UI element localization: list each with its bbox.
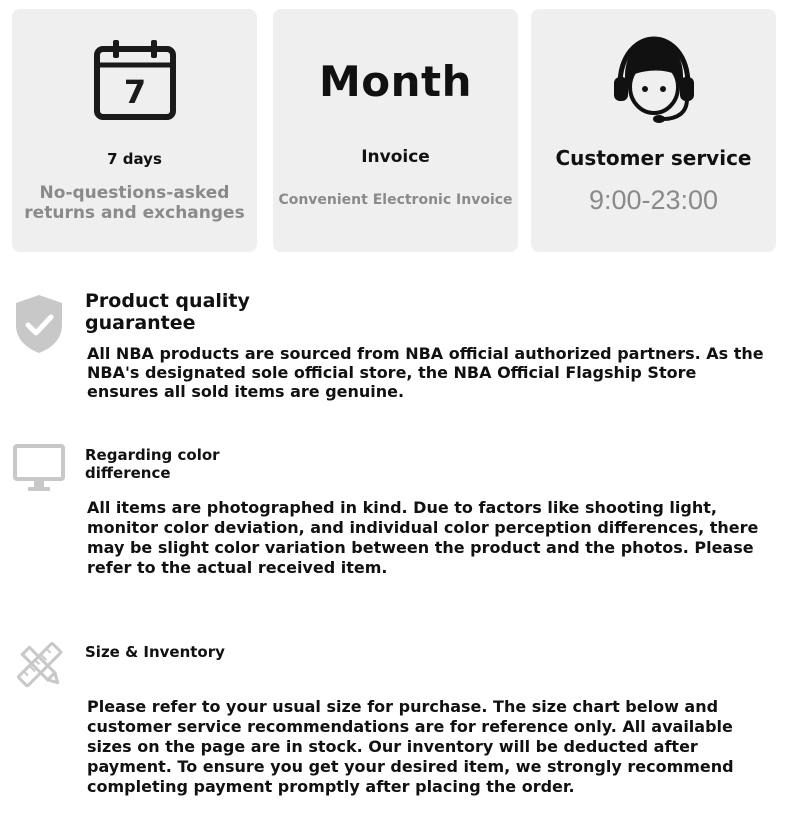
returns-card (12, 9, 257, 252)
customer-service-headset-icon (607, 35, 701, 125)
size-inventory-body: Please refer to your usual size for purchase. The size chart below and customer service recommendations are for reference only. All available sizes on the page are in stock. Our inventory will be deducted after payment. To ensure you get your desired item, we strongly recommend completing payment promptly after placing the order. (87, 697, 734, 796)
returns-subtitle: No-questions-asked returns and exchanges (24, 183, 245, 223)
invoice-headline: Month (318, 57, 473, 106)
monitor-icon (12, 443, 66, 493)
calendar-number: 7 (123, 73, 146, 111)
invoice-subtitle: Convenient Electronic Invoice (278, 192, 513, 208)
calendar-icon (93, 39, 177, 123)
quality-guarantee-body: All NBA products are sourced from NBA official authorized partners. As the NBA's designated sole official store, the NBA Official Flagship Store ensures all sold items are genuine. (87, 344, 764, 401)
size-inventory-title: Size & Inventory (85, 643, 225, 661)
shield-check-icon (12, 293, 66, 355)
customer-service-card (531, 9, 776, 252)
invoice-card (273, 9, 518, 252)
invoice-title: Invoice (361, 147, 430, 167)
color-difference-title: Regarding color difference (85, 446, 220, 482)
ruler-pencil-icon (12, 638, 68, 692)
color-difference-body: All items are photographed in kind. Due to factors like shooting light, monitor color deviation, and individual color perception differences, there may be slight color variation between the product and the photos. Please refer to the actual received item. (87, 498, 759, 577)
customer-service-title: Customer service (555, 146, 752, 170)
quality-guarantee-title: Product quality guarantee (85, 290, 250, 334)
returns-title: 7 days (107, 150, 162, 168)
customer-service-hours: 9:00-23:00 (588, 185, 719, 215)
